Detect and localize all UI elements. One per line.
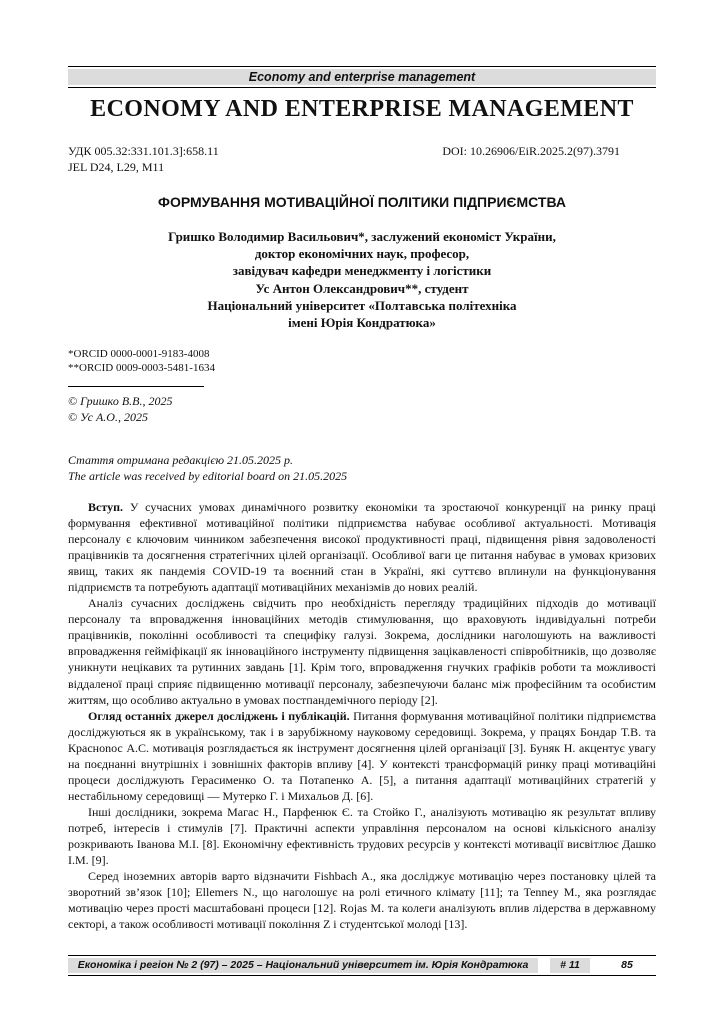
paragraph-text: У сучасних умовах динамічного розвитку економіки та зростаючої конкуренції на ринку праці формування ефективної мотиваційної політики підприємства набуває особливої актуальності. Мотивація персоналу є ключовим чинником забезпечення високої продуктивності праці, підвищення рівня задоволеності працівників та досягнення стратегічних цілей організації. Особливої ваги це питання набуває в умовах кризових явищ, таких як пандемія COVID-19 та воєнний стан в Україні, які суттєво вплинули на функціонування підприємств та потребують адаптації мотиваційних механізмів до нових реалій. <box>68 500 656 595</box>
doi[interactable]: DOI: 10.26906/EiR.2025.2(97).3791 <box>442 144 620 158</box>
paragraph-text: Серед іноземних авторів варто відзначити Fishbach A., яка досліджує мотивацію через постановку цілей та зворотний зв’язок [10]; Ellemers N., що наголошує на ролі етичного клімату [11]; та Tenney M., яка розглядає мотивацію через прості масштабовані процеси [12]. Rojas M. та колеги аналізують вплив лідерства в державному секторі, а також особливості мотивації покоління Z і студентської молоді [13]. <box>68 869 656 932</box>
paragraph <box>68 804 656 868</box>
paragraph-text: Аналіз сучасних досліджень свідчить про необхідність перегляду традиційних підходів до мотивації персоналу та впровадження інноваційних методів стимулювання, що враховують індивідуальні потреби працівників, поколінні особливості та специфіку галузі. Зокрема, дослідники наголошують на важливості впровадження гейміфікації як інноваційного інструменту підвищення зацікавленості співробітників, що дозволяє уникнути нецікавих та рутинних завдань [1]. Крім того, впровадження гнучких графіків роботи та можливості віддаленої праці сприяє підвищенню мотивації персоналу, забезпечуючи баланс між професійним та особистим життям, що особливо актуально в умовах постпандемічного періоду [2]. <box>68 596 656 707</box>
header-rule-top <box>68 66 656 67</box>
header-rule-bottom <box>68 87 656 88</box>
running-header <box>68 69 656 85</box>
udc-code: УДК 005.32:331.101.3]:658.11 <box>68 144 219 158</box>
paragraph-lead: Огляд останніх джерел досліджень і публікацій. <box>88 708 350 723</box>
orcid-second[interactable]: **ORCID 0009-0003-5481-1634 <box>68 362 215 374</box>
paragraph <box>68 595 656 707</box>
received-note-en: The article was received by editorial board on 21.05.2025 <box>68 469 348 483</box>
page <box>68 0 656 1024</box>
author-line: доктор економічних наук, професор, <box>254 246 470 262</box>
footer <box>68 958 656 973</box>
footer-journal-issue: Економіка і регіон № 2 (97) – 2025 – Національний університет ім. Юрія Кондратюка <box>68 958 538 973</box>
author-line: Національний університет «Полтавська політехніка <box>207 297 517 313</box>
footer-issue-number: # 11 <box>550 958 590 973</box>
article-title: ФОРМУВАННЯ МОТИВАЦІЙНОЇ ПОЛІТИКИ ПІДПРИЄМСТВА <box>158 194 566 210</box>
separator-rule <box>68 386 204 387</box>
paragraph-text: Інші дослідники, зокрема Магас Н., Парфенюк Є. та Стойко Г., аналізують мотивацію як результат впливу потреб, інтересів і стимулів [7]. Практичні аспекти управління персоналом на основі кількісного аналізу розкривають Іванова М.І. [8]. Економічну ефективність трудових ресурсів у контексті мотивації висвітлює Дашко І.М. [9]. <box>68 804 656 868</box>
orcid-first[interactable]: *ORCID 0000-0001-9183-4008 <box>68 348 210 360</box>
received-note-ua: Стаття отримана редакцією 21.05.2025 р. <box>68 453 294 467</box>
author-block <box>68 228 656 331</box>
copyright-first: © Гришко В.В., 2025 <box>68 394 173 408</box>
footer-rule-bottom <box>68 975 656 976</box>
page-number: 85 <box>621 959 633 971</box>
paragraph-text: Питання формування мотиваційної політики підприємства досліджуються як в українському, так і в зарубіжному науковому середовищі. Зокрема, у працях Бондар Т.В. та Красноnос А.С. мотивація розглядається як інструмент досягнення цілей організації [3]. Буняк Н. акцентує увагу на поєднанні внутрішніх і зовнішніх факторів впливу [4]. У контексті трансформацій ринку праці мотиваційні процеси досліджують Герасименко О. та Потапенко А. [5], а питання адаптації мотиваційних стратегій у нестабільному середовищі — Мутерко Г. і Михальов Д. [6]. <box>68 708 656 803</box>
author-line: завідувач кафедри менеджменту і логістики <box>232 263 492 279</box>
author-line: імені Юрія Кондратюка» <box>288 315 436 331</box>
paragraph-lead: Вступ. <box>88 500 123 514</box>
copyright-second: © Ус А.О., 2025 <box>68 410 148 424</box>
article-body <box>68 499 656 932</box>
paragraph <box>68 708 656 804</box>
running-header-text: Economy and enterprise management <box>248 70 476 84</box>
paragraph <box>68 868 656 932</box>
author-line: Ус Антон Олександрович**, студент <box>255 280 469 296</box>
jel-code: JEL D24, L29, M11 <box>68 160 165 174</box>
journal-title: ECONOMY AND ENTERPRISE MANAGEMENT <box>90 96 634 122</box>
footer-rule-top <box>68 955 656 956</box>
paragraph <box>68 499 656 595</box>
author-line: Гришко Володимир Васильович*, заслужений економіст України, <box>168 229 556 244</box>
